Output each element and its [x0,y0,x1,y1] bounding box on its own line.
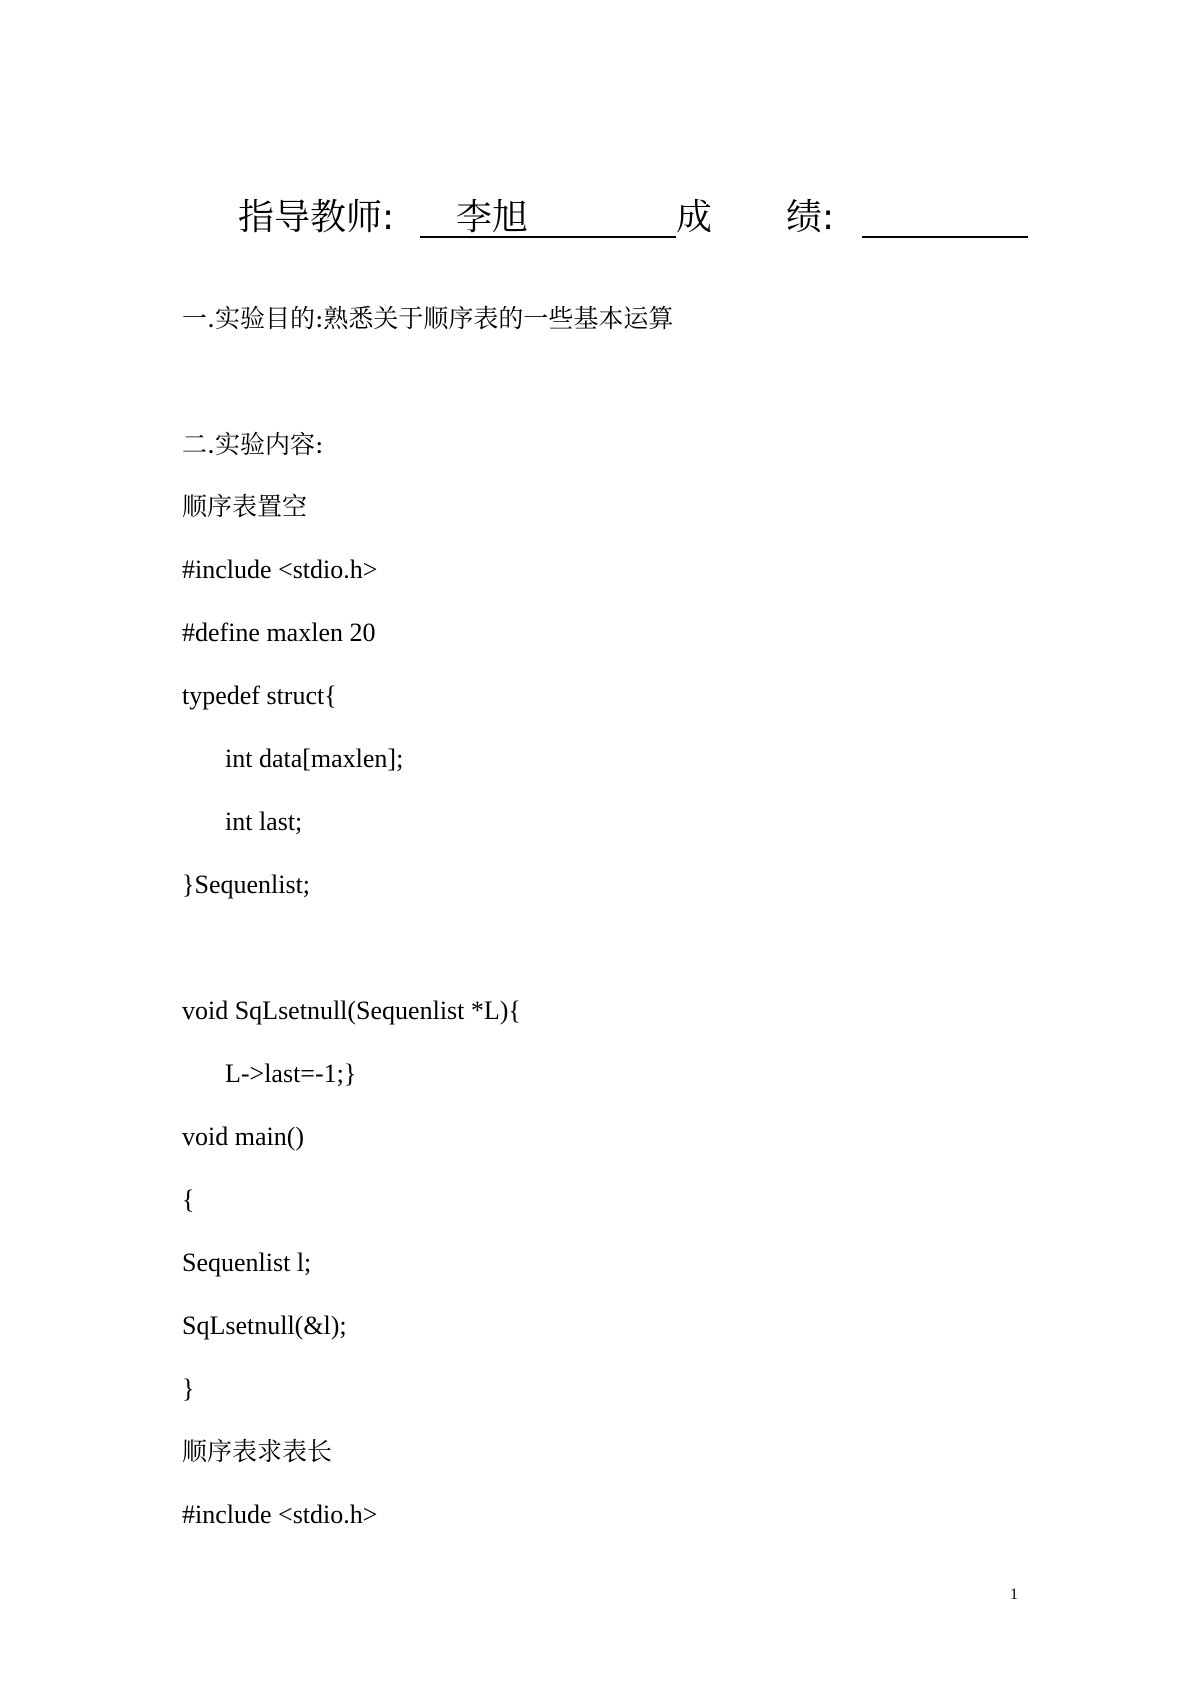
code-line: Sequenlist l; [182,1248,312,1277]
teacher-name: 李旭 [456,197,529,238]
code-line: #include <stdio.h> [182,1500,378,1529]
code-line: #define maxlen 20 [182,618,376,647]
score-underline [862,190,1028,238]
code-line: int last; [225,807,303,836]
code-line: void SqLsetnull(Sequenlist *L){ [182,996,521,1025]
section-title-setnull: 顺序表置空 [182,492,308,521]
content-heading: 二.实验内容: [182,430,324,459]
score-label-part2: 绩: [786,197,835,238]
code-line: int data[maxlen]; [225,744,404,773]
code-line: }Sequenlist; [182,870,311,899]
teacher-label: 指导教师: [238,197,395,238]
code-line: } [182,1374,195,1403]
code-line: void main() [182,1122,305,1151]
score-label-part1: 成 [676,197,713,238]
code-line: typedef struct{ [182,681,337,710]
code-line: #include <stdio.h> [182,555,378,584]
section-title-length: 顺序表求表长 [182,1437,333,1466]
code-line: { [182,1185,195,1214]
objective-line: 一.实验目的:熟悉关于顺序表的一些基本运算 [182,304,674,333]
code-line: SqLsetnull(&l); [182,1311,347,1340]
page-number: 1 [1010,1586,1018,1603]
code-line: L->last=-1;} [225,1059,357,1088]
